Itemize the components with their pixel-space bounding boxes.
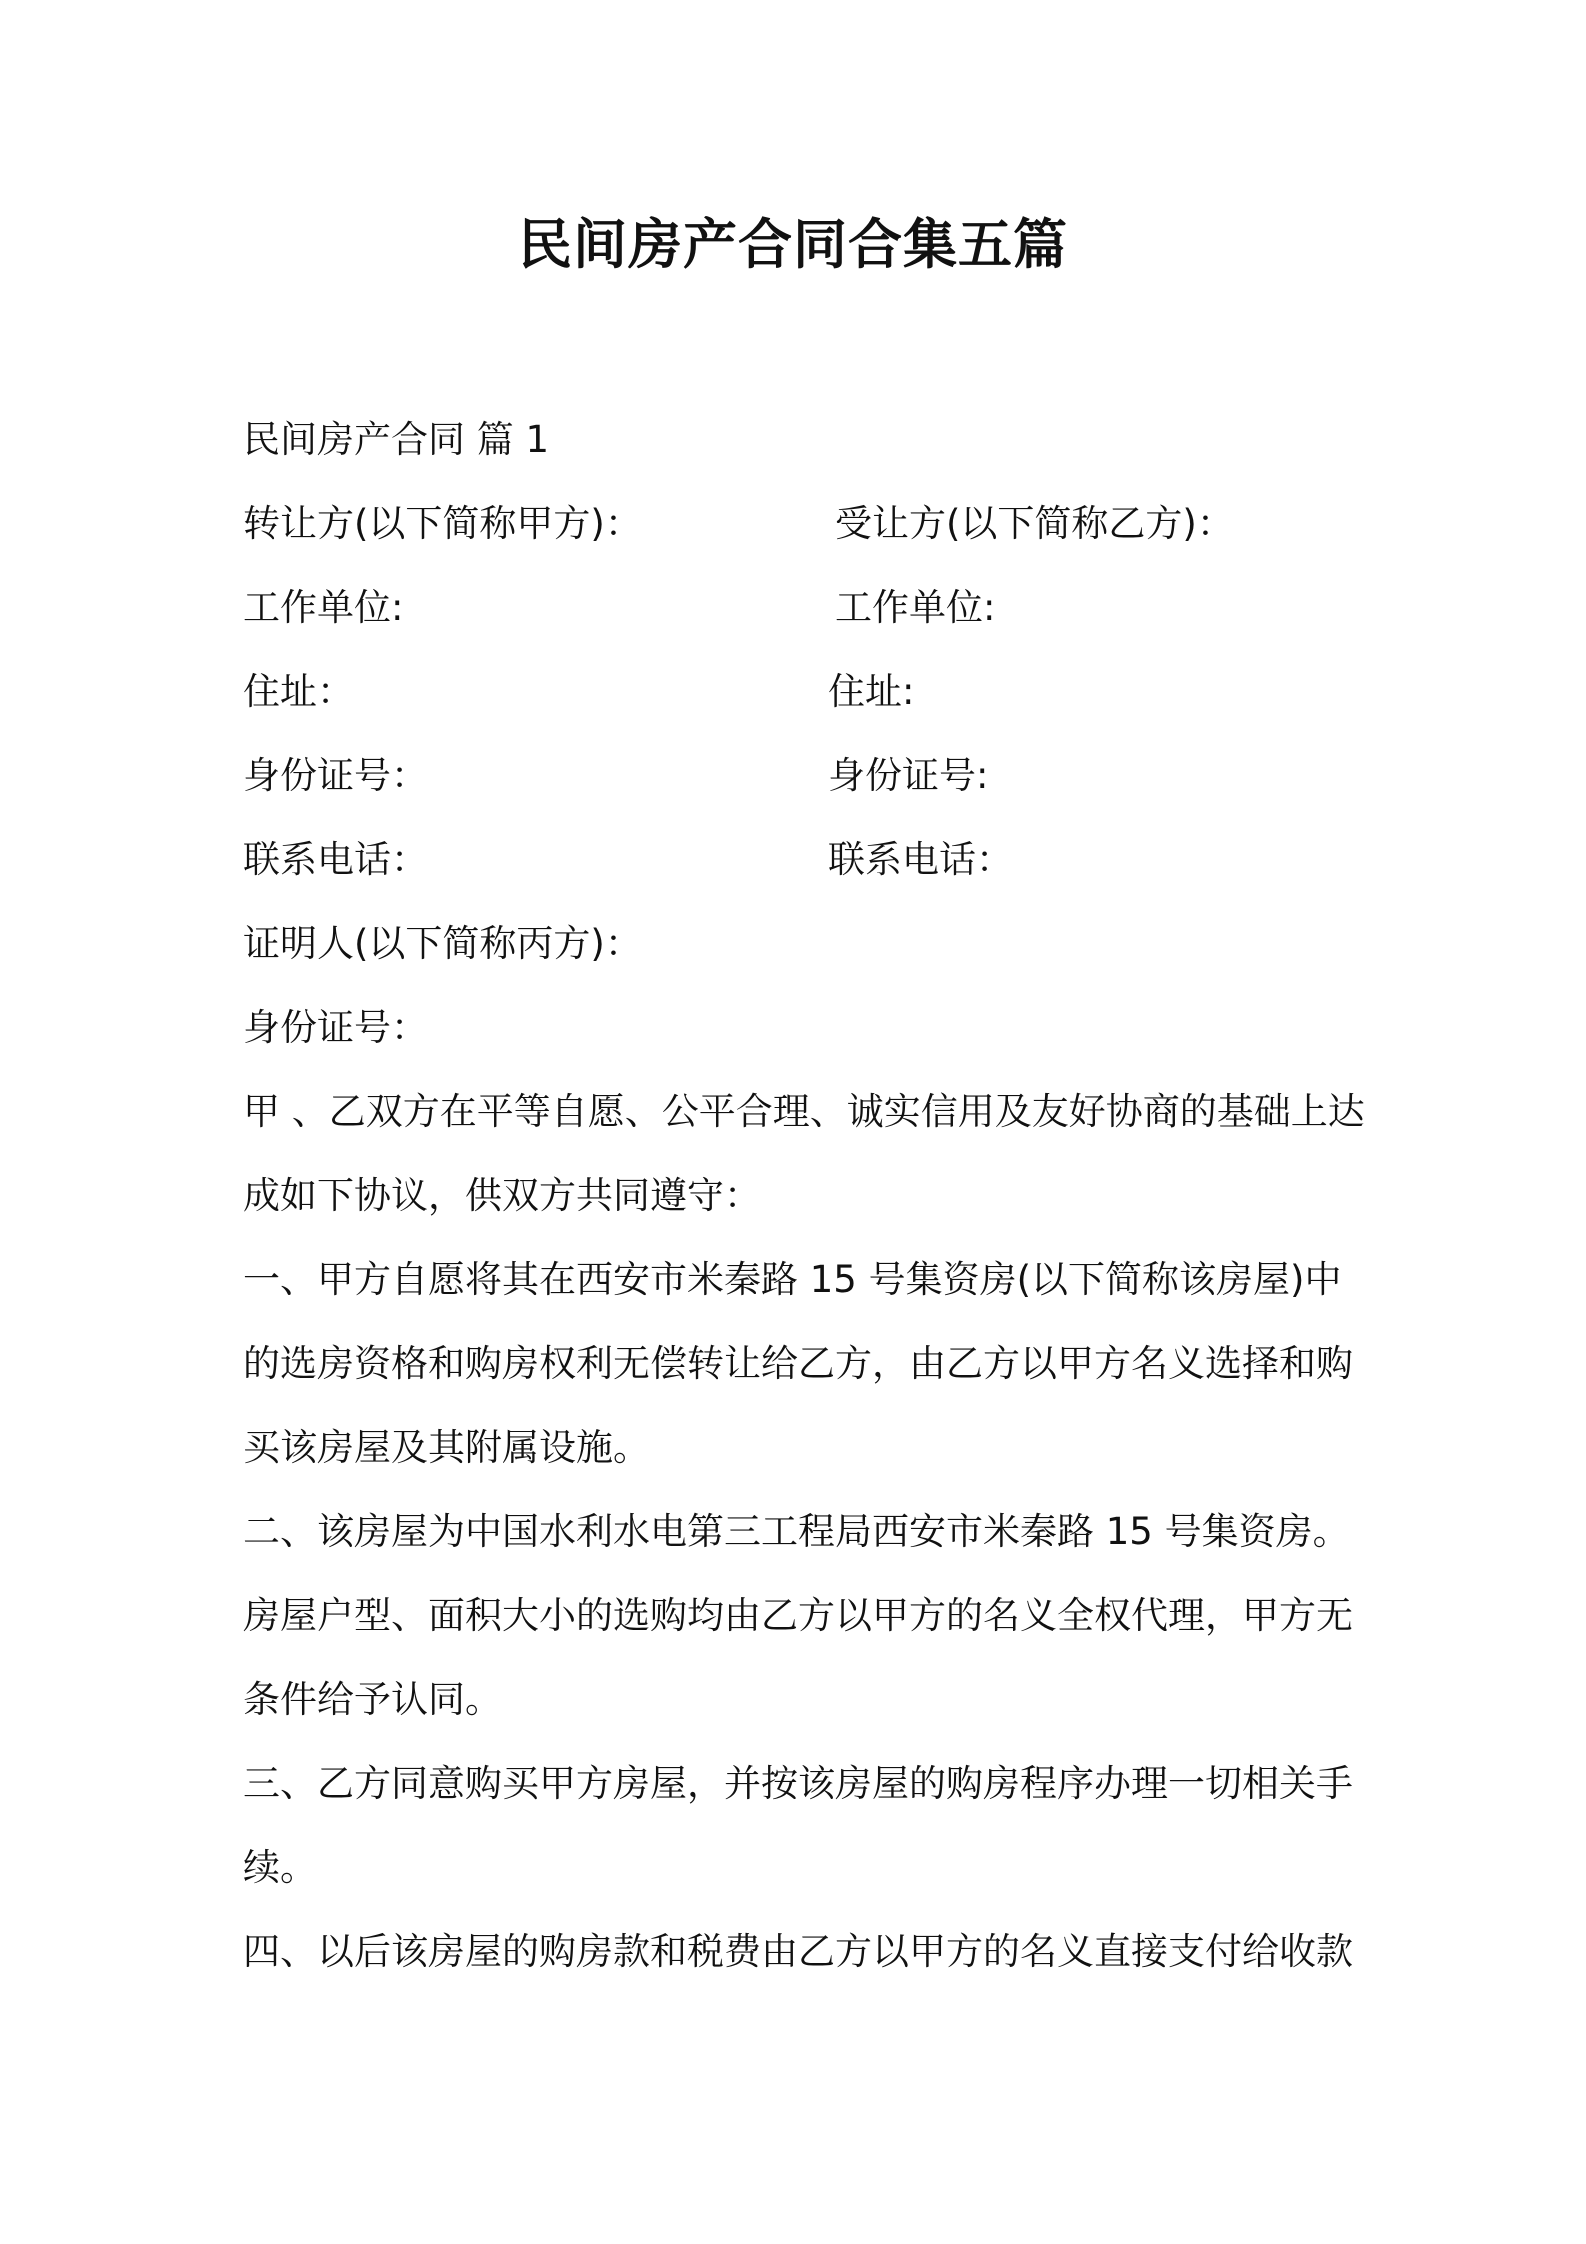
body-line: 三、乙方同意购买甲方房屋，并按该房屋的购房程序办理一切相关手 (243, 1762, 1353, 1805)
workplace-right: 工作单位: (835, 586, 996, 629)
phone-left: 联系电话： (243, 838, 428, 881)
id-right: 身份证号: (828, 754, 989, 797)
address-right: 住址: (828, 670, 915, 713)
address-left: 住址： (243, 670, 354, 713)
body-line: 房屋户型、面积大小的选购均由乙方以甲方的名义全权代理，甲方无 (243, 1594, 1353, 1637)
body-line: 四、以后该房屋的购房款和税费由乙方以甲方的名义直接支付给收款 (243, 1930, 1353, 1973)
section-heading: 民间房产合同 篇 1 (243, 418, 550, 461)
document-title: 民间房产合同合集五篇 (518, 213, 1068, 276)
transferee-label: 受让方(以下简称乙方)： (835, 502, 1234, 545)
witness-id: 身份证号： (243, 1006, 428, 1049)
workplace-left: 工作单位: (243, 586, 404, 629)
body-line: 甲 、乙双方在平等自愿、公平合理、诚实信用及友好协商的基础上达 (243, 1090, 1365, 1133)
witness-label: 证明人(以下简称丙方)： (243, 922, 642, 965)
body-line: 的选房资格和购房权利无偿转让给乙方，由乙方以甲方名义选择和购 (243, 1342, 1353, 1385)
id-left: 身份证号： (243, 754, 428, 797)
body-line: 条件给予认同。 (243, 1678, 502, 1721)
phone-right: 联系电话： (828, 838, 1013, 881)
body-line: 成如下协议，供双方共同遵守： (243, 1174, 761, 1217)
transferor-label: 转让方(以下简称甲方)： (243, 502, 642, 545)
body-line: 二、该房屋为中国水利水电第三工程局西安市米秦路 15 号集资房。 (243, 1510, 1350, 1553)
body-line: 一、甲方自愿将其在西安市米秦路 15 号集资房(以下简称该房屋)中 (243, 1258, 1342, 1301)
body-line: 续。 (243, 1846, 317, 1889)
body-line: 买该房屋及其附属设施。 (243, 1426, 650, 1469)
